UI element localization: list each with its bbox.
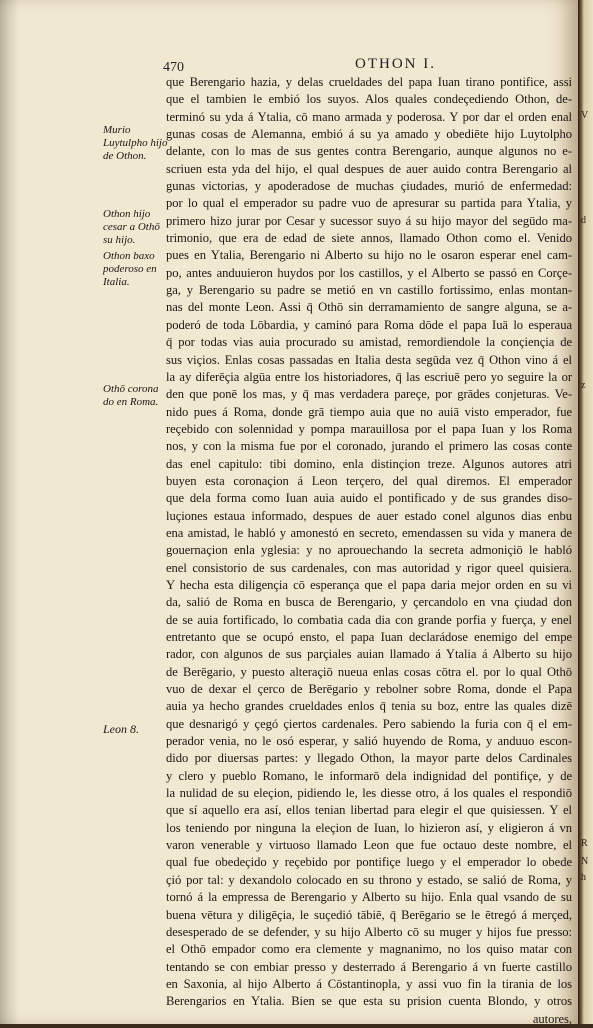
- text-line: auia ya hecho grandes crueldades enlos q̄ tenia su boz, entre las quales dizē: [166, 699, 572, 714]
- text-line: entretanto que se ocupó ensto, el papa Iuan declarádose enemigo del empe: [166, 630, 572, 644]
- text-line: que dela forma como Iuan auia auido el pontificado y de sus grandes diso-: [166, 491, 572, 506]
- marginal-note-2: Othon hijo cesar a Othō su hijo.: [103, 208, 160, 246]
- text-line: pues en Ytalia, Berengario ni Alberto su hijo no le osaron esperar enel cam-: [166, 248, 572, 263]
- text-line: nido pues á Roma, donde grā tiempo auia que no auiā visto emperador, fue: [166, 404, 572, 419]
- text-line: ga, y Berengario su padre se metió en vn castillo fortissimo, enlas montan-: [166, 283, 572, 298]
- text-line: tornó á la empressa de Berengario y Alberto su hijo. Enla qual vsando de su: [166, 890, 572, 905]
- text-line: gouernaçion enla yglesia: y no aprouechando la secreta admoniçiō le habló: [166, 543, 572, 558]
- edge-fragment-4: R: [581, 838, 588, 849]
- gutter-shadow: [0, 0, 20, 1024]
- text-line: enel consistorio de sus cardenales, con mas autoridad y rigor queel quisiera.: [166, 560, 572, 575]
- text-line: ena amistad, le habló y amonestó en secreto, emendassen su vida y manera de: [166, 525, 572, 540]
- running-head: OTHON I.: [355, 56, 436, 72]
- marginal-note-4: Othō corona do en Roma.: [103, 383, 159, 408]
- text-line: de se auia fortificado, lo combatia cada dia con grande porfia y fuerça, y enel: [166, 612, 572, 627]
- edge-fragment-3: z: [581, 380, 586, 391]
- text-line: poderó de toda Lōbardia, y caminó para Roma dōde el papa Iuā lo esperaua: [166, 317, 572, 332]
- text-line: que el tambien le embió los suyos. Alos quales condeçediendo Othon, de-: [166, 92, 572, 107]
- text-line: perador venia, no le osó esperar, y salió huyendo de Roma, y anduuo escon-: [166, 734, 572, 749]
- text-line: Berengarios en Ytalia. Bien se que esta su prision cuenta Blondo, y otros: [166, 994, 572, 1009]
- text-line: buena vētura y diligēçia, le suçedió tābiē, q̄ Berēgario se le ētregó á merçed,: [166, 907, 572, 922]
- text-line: po, antes anduuieron huydos por los castillos, y el Alberto se passó en Corçe-: [166, 265, 572, 280]
- text-line: qual fue obedeçido y reçebido por pontifiçe luego y el emperador lo obede: [166, 855, 572, 870]
- text-line: la nulidad de su eleçion, pidiendo le, les diesse otro, á los quales el respondiō: [166, 786, 572, 801]
- edge-fragment-2: d: [581, 215, 586, 226]
- text-line: reçebido con solennidad y pompa marauillosa por el papa Iuan y los Roma: [166, 421, 572, 436]
- next-page-edge: [578, 0, 593, 1024]
- text-line: luçiones estaua informado, despues de auer estado conel algunos dias enbu: [166, 508, 572, 523]
- text-line: q̄ por todas vias auia procurado su amistad, remordiendole la conçiençia de: [166, 335, 572, 350]
- text-line: autores,: [532, 1011, 572, 1026]
- text-line: çió por tal: y dexandolo colocado en su throno y estado, se salió de Roma, y: [166, 872, 572, 887]
- text-line: y clero y pueblo Romano, le informarō dela indignidad del pontifiçe, y de: [166, 768, 572, 783]
- text-line: delante, con lo mas de sus gentes contra Berengario, aunque algunos no e-: [166, 144, 572, 159]
- text-line: dido por diuersas partes: y llegado Othon, la mayor parte delos Cardinales: [166, 751, 572, 766]
- text-line: trimonio, que era de edad de siete annos, llamado Othon como el. Venido: [166, 231, 572, 246]
- marginal-note-5: Leon 8.: [103, 722, 139, 736]
- text-line: que desnarigó y çegó çiertos cardenales. Pero sabiendo la furia con q̄ el em-: [166, 716, 572, 731]
- text-line: en Saxonia, al hijo Alberto á Cōstantinopla, y assi vuo fin la tirania de los: [166, 976, 572, 991]
- marginal-note-1: Murio Luytulpho hijo de Othon.: [103, 124, 168, 162]
- text-line: gunas victorias, y apoderadose de muchas çiudades, murió de enfermedad:: [166, 179, 572, 194]
- text-line: que Berengario hazia, y delas crueldades del papa Iuan tirano pontifice, assi: [166, 75, 572, 89]
- text-line: tentando se con embiar presso y desterrado á Berengario á vn fuerte castillo: [166, 959, 572, 974]
- text-line: el Othō empador como era clemente y magnanimo, no los quiso matar con: [166, 942, 572, 957]
- text-line: den que ponē los mas, y q̄ mas verdadera pareçe, por grādes conjeturas. Ve-: [166, 387, 572, 402]
- text-line: que sí aquello era así, ellos tenian libertad para elegir el que quisiessen. Y el: [166, 803, 572, 818]
- page-number: 470: [163, 60, 184, 75]
- text-line: buyen esta coronaçion á Leon terçero, del qual diremos. El emperador: [166, 473, 572, 488]
- edge-fragment-6: h: [581, 872, 586, 883]
- text-line: varon venerable y virtuoso llamado Leon que fue octauo deste nombre, el: [166, 838, 572, 853]
- text-line: Y hecha esta diligençia cō esperança que el papa daria mejor orden en su vi: [166, 577, 572, 592]
- text-line: rador, con algunos de sus parçiales auian llamado á Ytalia á Alberto su hijo: [166, 647, 572, 662]
- text-line: la ay diferēçia algūa entre los historiadores, q̄ las escriuē pero yo seguire la or: [166, 369, 572, 384]
- marginal-note-3: Othon baxo poderoso en Italia.: [103, 250, 157, 288]
- text-line: gunas cosas de Alemanna, embió á su ya amado y obediēte hijo Luytolpho: [166, 127, 572, 142]
- text-line: nos, y con la misma fue por el coronado, jurando el primero las cosas conte: [166, 439, 572, 454]
- text-line: los teniendo por ninguna la eleçion de Iuan, lo hizieron así, y eligieron á vn: [166, 820, 572, 835]
- text-line: terminó su yda á Ytalia, cō mano armada y poderosa. Y por dar el orden enal: [166, 109, 572, 124]
- edge-fragment-5: N: [581, 856, 589, 867]
- text-line: nas del monte Leon. Assi q̄ Othō sin derramamiento de sangre alguna, se a-: [166, 300, 572, 315]
- edge-fragment-1: V: [581, 110, 589, 121]
- text-line: desesperado de se defender, y su hijo Alberto cō su muger y hijos fue presso:: [166, 924, 572, 939]
- text-line: vuo de dexar el çerco de Berēgario y rebolner sobre Roma, donde el Papa: [166, 682, 572, 697]
- text-line: das enel capitulo: tibi domino, enla distinçion treze. Algunos autores atri: [166, 456, 572, 471]
- text-line: sus viçios. Enlas cosas passadas en Italia desta segūda vez q̄ Othon vino á el: [166, 352, 572, 367]
- text-line: primero hizo jurar por Cesar y sucessor suyo á su hijo mayor del segūdo ma-: [166, 213, 572, 228]
- text-line: de Berēgario, y puesto alteraçiō nueua enlas cosas cōtra el. por lo qual Othō: [166, 664, 572, 679]
- text-line: da, salió de Roma en busca de Berengario, y çercandolo en vna çiudad don: [166, 595, 572, 610]
- text-line: scriuen esta yda del hijo, el qual despues de auer auido contra Berengario al: [166, 161, 572, 176]
- body-text: [166, 74, 572, 1028]
- text-line: por lo qual el emperador su padre vuo de apresurar su partida para Ytalia, y: [166, 196, 572, 211]
